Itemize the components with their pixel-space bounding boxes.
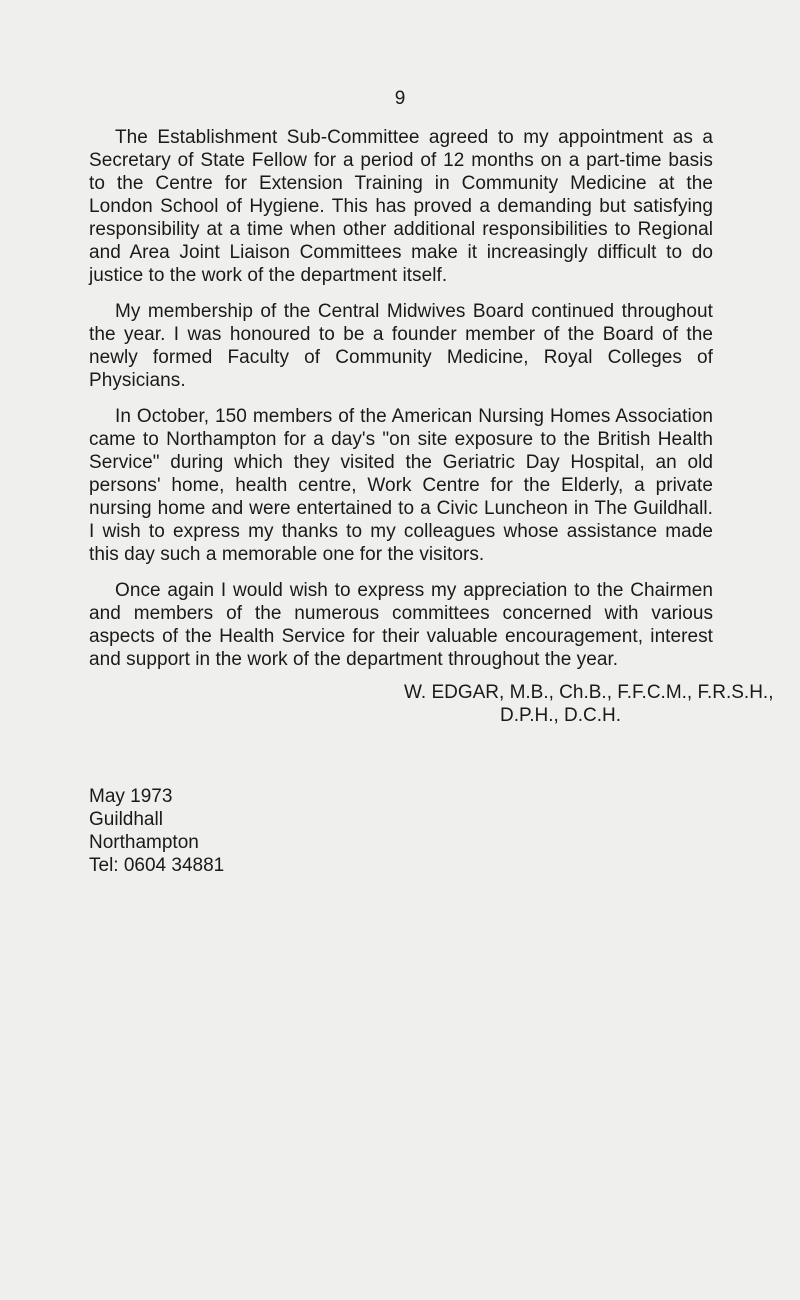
signature-name-line: W. EDGAR, M.B., Ch.B., F.F.C.M., F.R.S.H., bbox=[404, 682, 774, 703]
signature-block bbox=[404, 681, 774, 727]
address-town: Northampton bbox=[89, 832, 199, 853]
page-number: 9 bbox=[394, 88, 406, 109]
address-date: May 1973 bbox=[89, 786, 173, 807]
paragraph-establishment: The Establishment Sub-Committee agreed to my appointment as a Secretary of State Fellow for a period of 12 months on a part-time basis to the Centre for Extension Training in Community Medicine at the London School of Hygiene. This has proved a demanding but satisfying responsibility at a time when other additional responsibilities to Regional and Area Joint Liaison Committees make it increasingly difficult to do justice to the work of the department itself. bbox=[89, 127, 713, 286]
address-telephone: Tel: 0604 34881 bbox=[89, 855, 225, 876]
paragraph-membership: My membership of the Central Midwives Board continued throughout the year. I was honoured to be a founder member of the Board of the newly formed Faculty of Community Medicine, Royal Colleges of Physicians. bbox=[89, 301, 713, 391]
address-building: Guildhall bbox=[89, 809, 163, 830]
address-block bbox=[89, 785, 224, 877]
paragraph-october-visit: In October, 150 members of the American Nursing Homes Association came to Northampton for a day's "on site exposure to the British Health Service" during which they visited the Geriatric Day Hospital, an old persons' home, health centre, Work Centre for the Elderly, a private nursing home and were entertained to a Civic Luncheon in The Guildhall. I wish to express my thanks to my colleagues whose assistance made this day such a memorable one for the visitors. bbox=[89, 406, 713, 565]
signature-qualifications-line: D.P.H., D.C.H. bbox=[500, 705, 622, 726]
paragraph-appreciation: Once again I would wish to express my appreciation to the Chairmen and members of the numerous committees concerned with various aspects of the Health Service for their valuable encouragement, interest and support in the work of the department throughout the year. bbox=[89, 580, 713, 670]
report-body bbox=[89, 126, 713, 684]
